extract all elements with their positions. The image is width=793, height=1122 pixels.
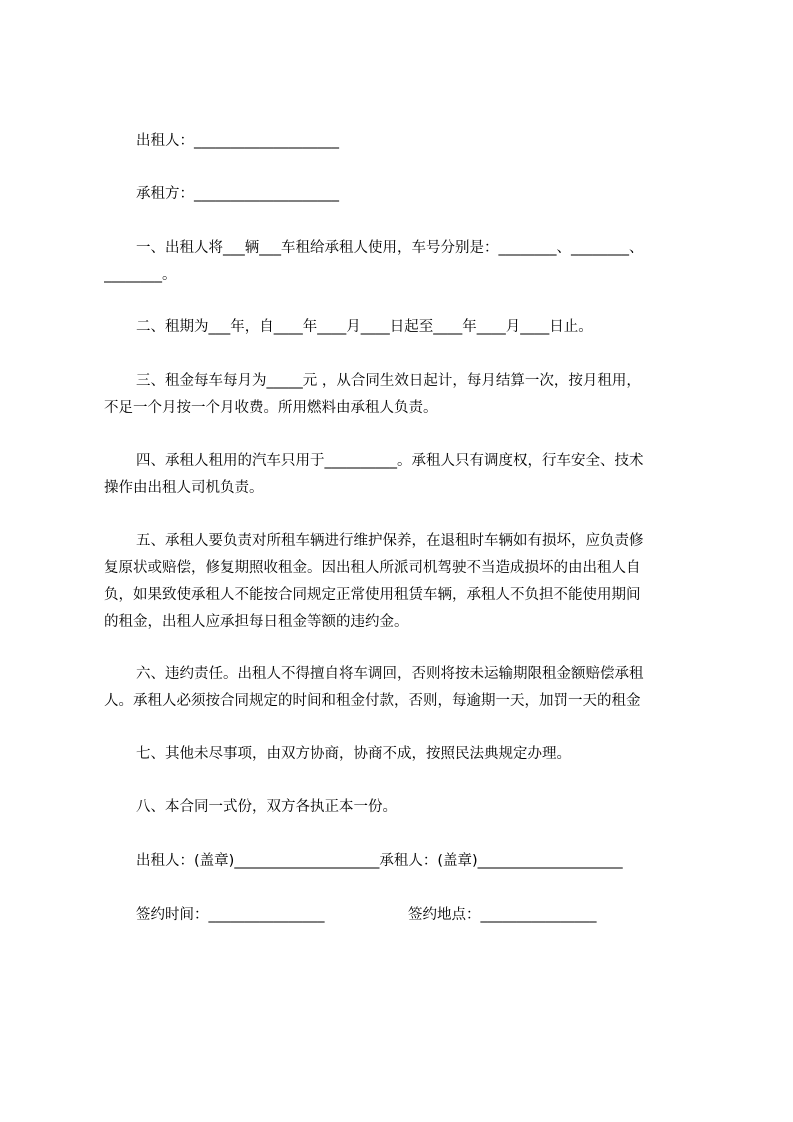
clause-4-line-2: 操作由出租人司机负责。 xyxy=(104,480,264,496)
signing-place: 签约地点：________________ xyxy=(408,907,597,923)
clause-7: 七、其他未尽事项，由双方协商，协商不成，按照民法典规定办理。 xyxy=(136,746,571,762)
clause-5-line-4: 的租金，出租人应承担每日租金等额的违约金。 xyxy=(104,614,409,630)
signing-time: 签约时间：________________ xyxy=(136,907,325,923)
lessor-line: 出租人：____________________ xyxy=(136,133,339,149)
signature-parties-line: 出租人：(盖章)____________________承租人：(盖章)____________________ xyxy=(136,853,623,869)
clause-4-line-1: 四、承租人租用的汽车只用于__________。承租人只有调度权，行车安全、技术 xyxy=(136,453,644,469)
clause-5-line-3: 负，如果致使承租人不能按合同规定正常使用租赁车辆，承租人不负担不能使用期间 xyxy=(104,587,641,603)
clause-6-line-1: 六、违约责任。出租人不得擅自将车调回，否则将按未运输期限租金额赔偿承租 xyxy=(136,666,644,682)
clause-6-line-2: 人。承租人必须按合同规定的时间和租金付款，否则，每逾期一天，加罚一天的租金 xyxy=(104,693,641,709)
clause-1-line-1: 一、出租人将___辆___车租给承租人使用，车号分别是：________、________、 xyxy=(136,240,644,256)
lessee-line: 承租方：____________________ xyxy=(136,186,339,202)
clause-3-line-1: 三、租金每车每月为_____元 ，从合同生效日起计，每月结算一次，按月租用， xyxy=(136,373,641,389)
clause-1-line-2: ________。 xyxy=(104,267,177,283)
clause-5-line-2: 复原状或赔偿，修复期照收租金。因出租人所派司机驾驶不当造成损坏的由出租人自 xyxy=(104,560,641,576)
clause-2: 二、租期为___年，自____年____月____日起至____年____月____日止。 xyxy=(136,319,593,335)
clause-3-line-2: 不足一个月按一个月收费。所用燃料由承租人负责。 xyxy=(104,400,438,416)
clause-8: 八、本合同一式份，双方各执正本一份。 xyxy=(136,799,397,815)
clause-5-line-1: 五、承租人要负责对所租车辆进行维护保养，在退租时车辆如有损坏，应负责修 xyxy=(136,533,644,549)
